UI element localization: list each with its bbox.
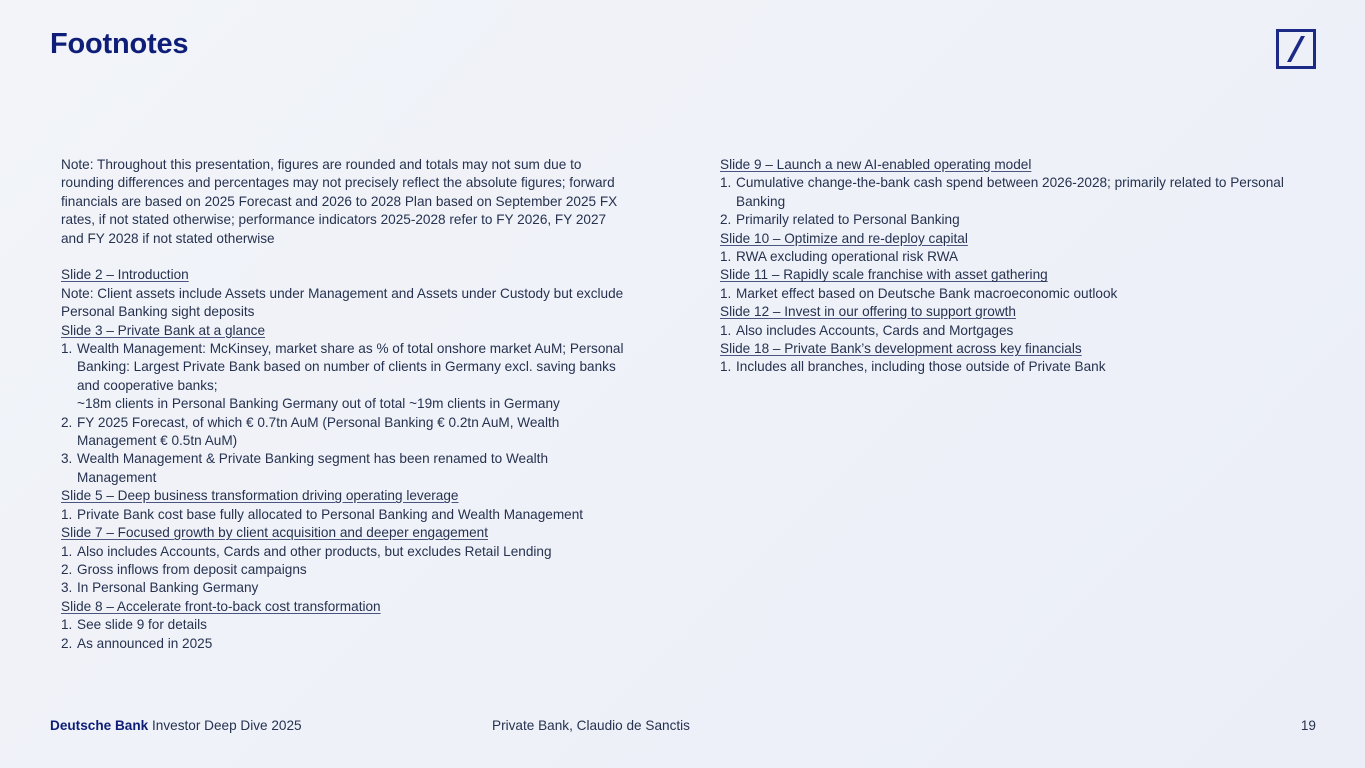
footnote-item	[61, 561, 631, 579]
section-note: Note: Client assets include Assets under Management and Assets under Custody but exclude Personal Banking sight deposits	[61, 285, 624, 320]
footnote-number: 1.	[720, 175, 732, 191]
footnote-text: Cumulative change-the-bank cash spend between 2026-2028; primarily related to Personal Banking	[736, 175, 1284, 209]
footnotes-left-column	[61, 156, 631, 653]
footnote-text: Wealth Management & Private Banking segment has been renamed to Wealth Management	[77, 451, 549, 485]
footnote-number: 2.	[720, 212, 732, 228]
footnote-item	[61, 616, 631, 634]
footer-presenter: Private Bank, Claudio de Sanctis	[492, 718, 690, 733]
footnote-number: 1.	[61, 543, 73, 559]
footnote-text: In Personal Banking Germany	[77, 580, 259, 596]
section-slide-8	[61, 598, 631, 653]
footnote-number: 1.	[61, 341, 73, 357]
footnote-item	[61, 543, 631, 561]
footnote-text: Primarily related to Personal Banking	[736, 212, 960, 228]
section-slide-12	[720, 303, 1300, 340]
section-title: Slide 3 – Private Bank at a glance	[61, 322, 266, 338]
footnote-number: 1.	[61, 506, 73, 522]
footnote-item	[61, 340, 631, 395]
footnote-number: 1.	[720, 359, 732, 375]
footnote-item	[720, 211, 1300, 229]
footnote-text: Includes all branches, including those outside of Private Bank	[736, 359, 1106, 375]
footnote-item	[61, 450, 631, 487]
footnote-text: Also includes Accounts, Cards and other products, but excludes Retail Lending	[77, 543, 552, 559]
section-slide-5	[61, 487, 631, 524]
footnote-item	[61, 579, 631, 597]
footnote-number: 1.	[720, 249, 732, 265]
footnote-item	[61, 635, 631, 653]
footnote-text: Gross inflows from deposit campaigns	[77, 561, 307, 577]
footnote-text: ~18m clients in Personal Banking Germany out of total ~19m clients in Germany	[77, 396, 560, 412]
section-slide-7	[61, 524, 631, 598]
footnote-number: 2.	[61, 414, 73, 430]
footnote-number: 1.	[61, 617, 73, 633]
section-title: Slide 18 – Private Bank’s development across key financials	[720, 341, 1082, 357]
section-title: Slide 9 – Launch a new AI-enabled operating model	[720, 157, 1032, 172]
footnote-number: 1.	[720, 285, 732, 301]
footnote-text: Wealth Management: McKinsey, market share as % of total onshore market AuM; Personal Banking: Largest Private Bank based on number of clients in Germany excl. saving banks and cooperative banks;	[77, 341, 624, 393]
footnote-number: 3.	[61, 580, 73, 596]
footnote-item	[61, 506, 631, 524]
page-title: Footnotes	[50, 28, 189, 60]
section-slide-10	[720, 230, 1300, 267]
footnote-text: Private Bank cost base fully allocated to Personal Banking and Wealth Management	[77, 506, 584, 522]
footnote-number: 1.	[720, 322, 732, 338]
footnote-item	[720, 174, 1300, 211]
footer-brand: Deutsche Bank	[50, 718, 149, 733]
section-title: Slide 12 – Invest in our offering to support growth	[720, 304, 1016, 320]
intro-note: Note: Throughout this presentation, figures are rounded and totals may not sum due to rounding differences and percentages may not precisely reflect the absolute figures; forward financials are based on 2025 Forecast and 2026 to 2028 Plan based on September 2025 FX rates, if not stated otherwise; performance indicators 2025-2028 refer to FY 2026, FY 2027 and FY 2028 if not stated otherwise	[61, 157, 618, 246]
section-slide-11	[720, 266, 1300, 303]
footer-brand-line	[50, 718, 302, 733]
footnote-number: 2.	[61, 561, 73, 577]
footnote-item	[720, 322, 1300, 340]
footnote-text: Market effect based on Deutsche Bank macroeconomic outlook	[736, 285, 1118, 301]
section-title: Slide 5 – Deep business transformation driving operating leverage	[61, 488, 459, 504]
section-slide-18	[720, 340, 1300, 377]
footnote-text: Also includes Accounts, Cards and Mortgages	[736, 322, 1014, 338]
section-title: Slide 10 – Optimize and re-deploy capital	[720, 230, 968, 246]
section-slide-3	[61, 322, 631, 488]
footnote-text: See slide 9 for details	[77, 617, 207, 633]
footnote-item	[720, 285, 1300, 303]
footnotes-right-column	[720, 156, 1300, 377]
section-slide-9	[720, 156, 1300, 230]
footnote-text: As announced in 2025	[77, 635, 213, 651]
section-title: Slide 11 – Rapidly scale franchise with asset gathering	[720, 267, 1048, 283]
footnote-item	[720, 248, 1300, 266]
footer-event: Investor Deep Dive 2025	[152, 718, 302, 733]
footnote-item	[61, 414, 631, 451]
page-number: 19	[1300, 718, 1316, 733]
section-slide-2	[61, 266, 631, 321]
footnote-number: 3.	[61, 451, 73, 467]
footnote-text: RWA excluding operational risk RWA	[736, 249, 959, 265]
section-title: Slide 7 – Focused growth by client acquisition and deeper engagement	[61, 525, 488, 541]
section-title: Slide 2 – Introduction	[61, 267, 189, 283]
footnote-text: FY 2025 Forecast, of which € 0.7tn AuM (Personal Banking € 0.2tn AuM, Wealth Management € 0.5tn AuM)	[77, 414, 560, 449]
footnote-item	[61, 395, 631, 413]
section-title: Slide 8 – Accelerate front-to-back cost transformation	[61, 598, 381, 614]
deutsche-bank-logo-icon	[1276, 29, 1316, 69]
footnote-number: 2.	[61, 635, 73, 651]
footnote-item	[720, 358, 1300, 376]
